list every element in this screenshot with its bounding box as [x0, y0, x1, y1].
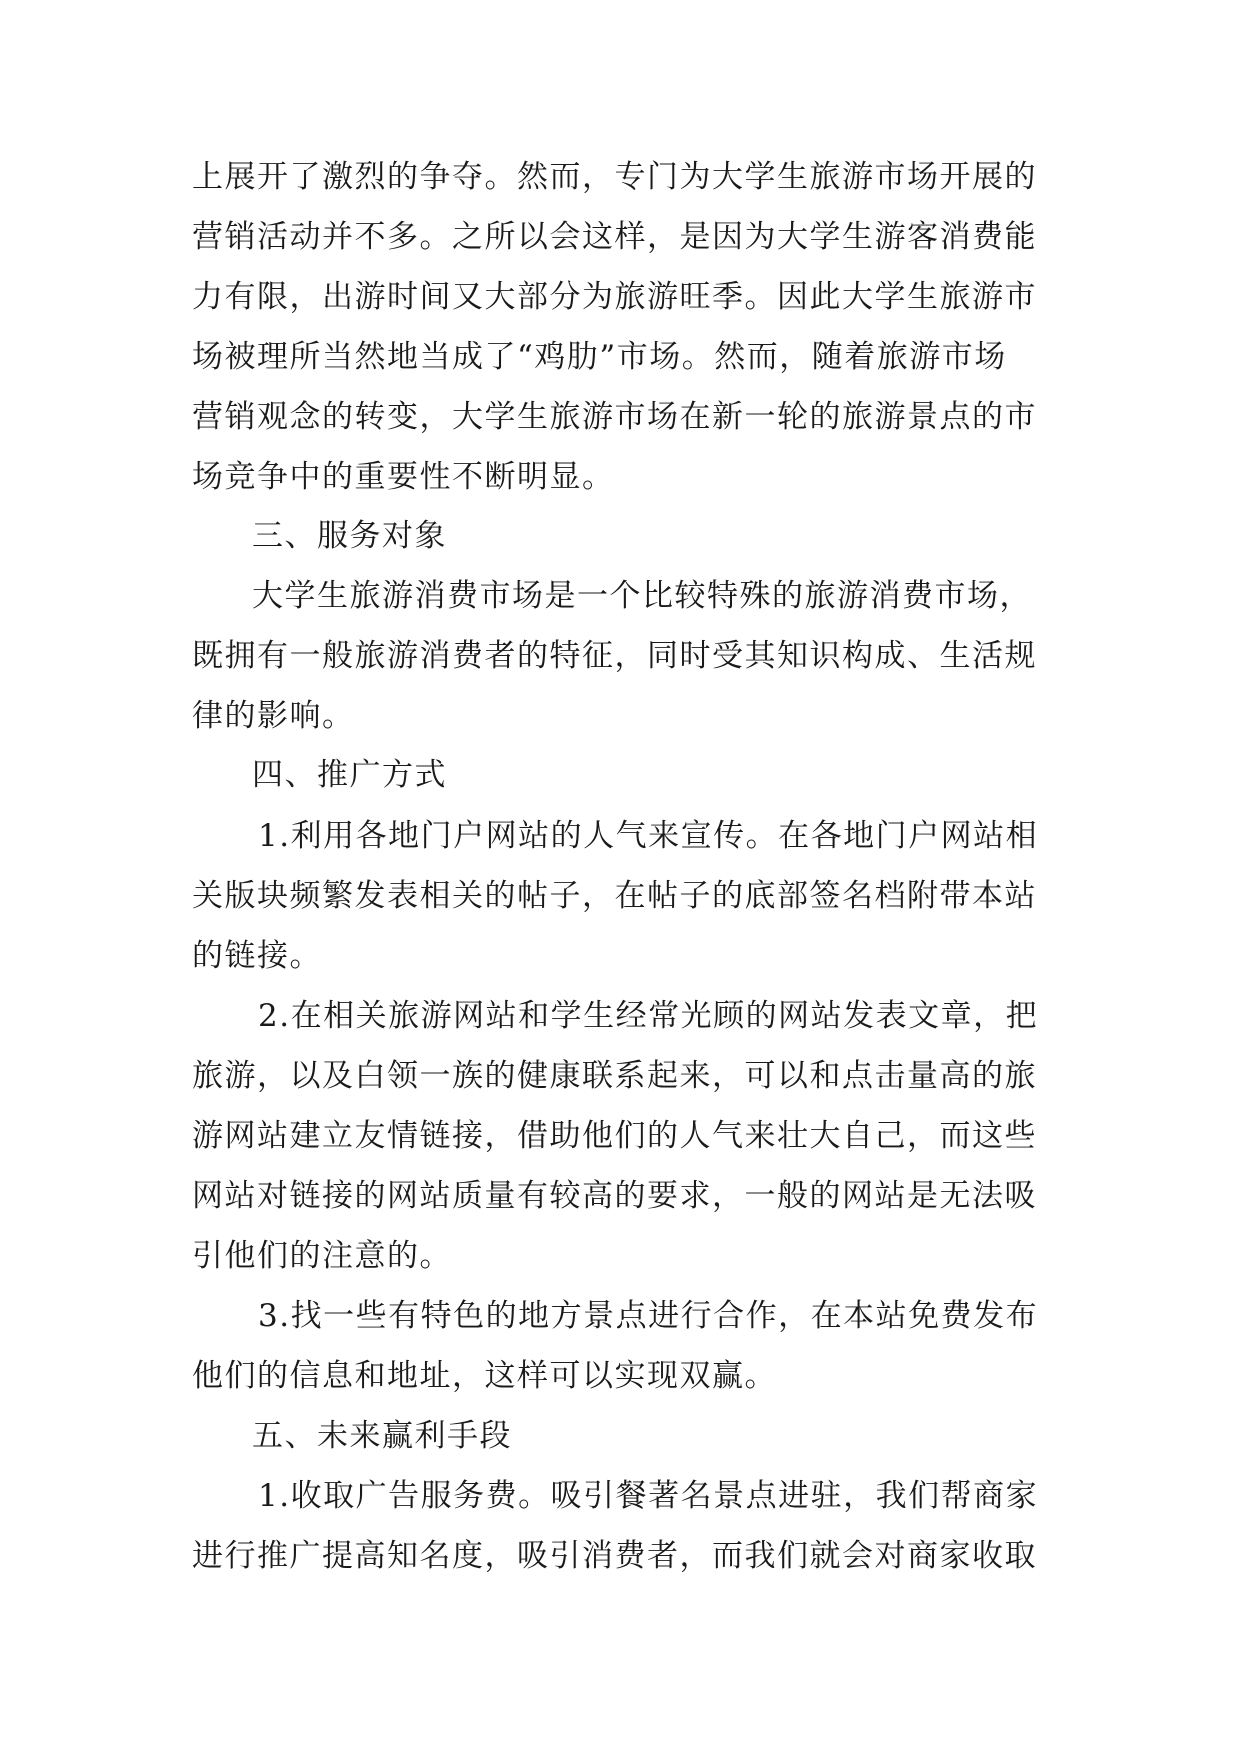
paragraph-line: 他们的信息和地址，这样可以实现双赢。 — [192, 1358, 777, 1394]
paragraph-line: 营销观念的转变，大学生旅游市场在新一轮的旅游景点的市 — [192, 399, 1037, 435]
section-heading: 三、服务对象 — [252, 518, 447, 554]
paragraph-line: 游网站建立友情链接，借助他们的人气来壮大自己，而这些 — [192, 1118, 1037, 1154]
paragraph-line: 2.在相关旅游网站和学生经常光顾的网站发表文章，把 — [258, 998, 1039, 1034]
paragraph-line: 网站对链接的网站质量有较高的要求，一般的网站是无法吸 — [192, 1178, 1037, 1214]
paragraph-line: 力有限，出游时间又大部分为旅游旺季。因此大学生旅游市 — [192, 279, 1037, 315]
paragraph-line: 上展开了激烈的争夺。然而，专门为大学生旅游市场开展的 — [192, 159, 1037, 195]
section-heading: 五、未来赢利手段 — [252, 1418, 512, 1454]
paragraph-line: 1.利用各地门户网站的人气来宣传。在各地门户网站相 — [258, 818, 1039, 854]
paragraph-line: 营销活动并不多。之所以会这样，是因为大学生游客消费能 — [192, 219, 1037, 255]
paragraph-line: 引他们的注意的。 — [192, 1238, 452, 1274]
paragraph-line: 大学生旅游消费市场是一个比较特殊的旅游消费市场， — [252, 578, 1032, 614]
paragraph-line: 律的影响。 — [192, 698, 355, 734]
paragraph-line: 的链接。 — [192, 938, 322, 974]
paragraph-line: 1.收取广告服务费。吸引餐著名景点进驻，我们帮商家 — [258, 1478, 1039, 1514]
section-heading: 四、推广方式 — [252, 757, 447, 793]
paragraph-line: 进行推广提高知名度，吸引消费者，而我们就会对商家收取 — [192, 1538, 1037, 1574]
paragraph-line: 既拥有一般旅游消费者的特征，同时受其知识构成、生活规 — [192, 638, 1037, 674]
paragraph-line: 场竞争中的重要性不断明显。 — [192, 459, 615, 495]
paragraph-line: 关版块频繁发表相关的帖子，在帖子的底部签名档附带本站 — [192, 878, 1037, 914]
paragraph-line: 场被理所当然地当成了“鸡肋”市场。然而，随着旅游市场 — [192, 339, 1007, 375]
paragraph-line: 3.找一些有特色的地方景点进行合作，在本站免费发布 — [258, 1298, 1039, 1334]
paragraph-line: 旅游，以及白领一族的健康联系起来，可以和点击量高的旅 — [192, 1058, 1037, 1094]
